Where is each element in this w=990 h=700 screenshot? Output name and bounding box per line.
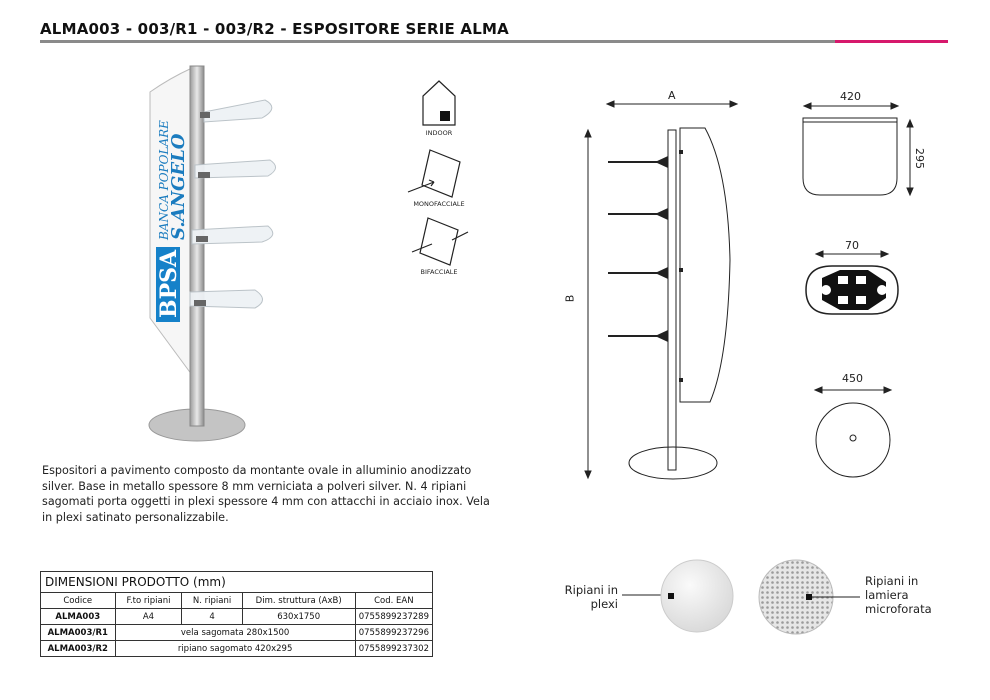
table-header: Dim. struttura (AxB) [242, 593, 355, 609]
finish-label-lamiera [865, 574, 932, 616]
brand-name: BANCA POPOLARE [157, 120, 171, 240]
photo-pole [190, 66, 204, 426]
indoor-icon [423, 81, 455, 125]
finish-label-plexi [562, 583, 618, 611]
dim-label-shelf-height: 295 [913, 148, 926, 169]
table-cell-merged: vela sagomata 280x1500 [115, 625, 355, 641]
table-cell: A4 [115, 609, 182, 625]
table-header: N. ripiani [182, 593, 242, 609]
table-cell-ean: 0755899237296 [355, 625, 432, 641]
dim-label-a: A [668, 89, 676, 102]
finish-label-plexi-line1: Ripiani in [564, 583, 618, 597]
shelf-plan-drawing [803, 103, 913, 195]
table-cell-code: ALMA003/R2 [41, 641, 116, 657]
profile-section-drawing [806, 251, 898, 314]
base-plan-drawing [815, 387, 891, 477]
table-cell-ean: 0755899237302 [355, 641, 432, 657]
finish-label-lamiera-line2: lamiera [865, 588, 909, 602]
table-cell-ean: 0755899237289 [355, 609, 432, 625]
table-row [41, 641, 433, 657]
table-cell-code: ALMA003 [41, 609, 116, 625]
product-photo [149, 66, 276, 441]
table-title: DIMENSIONI PRODOTTO (mm) [41, 572, 433, 593]
table-cell-code: ALMA003/R1 [41, 625, 116, 641]
finish-label-plexi-line2: plexi [590, 597, 618, 611]
table-cell: 630x1750 [242, 609, 355, 625]
dim-label-profile: 70 [845, 239, 859, 252]
icon-label-monofacciale: MONOFACCIALE [413, 200, 465, 208]
finish-lamiera-sample [759, 560, 860, 634]
icon-label-indoor: INDOOR [425, 129, 453, 137]
table-row [41, 625, 433, 641]
finish-label-lamiera-line1: Ripiani in [865, 574, 919, 588]
dimensions-table [40, 571, 433, 657]
elevation-drawing [585, 101, 737, 479]
page-title: ALMA003 - 003/R1 - 003/R2 - ESPOSITORE SERIE ALMA [40, 20, 509, 38]
dim-label-shelf-width: 420 [840, 90, 861, 103]
table-row [41, 609, 433, 625]
finish-label-lamiera-line3: microforata [865, 602, 932, 616]
icon-label-bifacciale: BIFACCIALE [420, 268, 458, 276]
table-header: F.to ripiani [115, 593, 182, 609]
bifacciale-icon [412, 218, 468, 265]
table-header: Codice [41, 593, 116, 609]
dim-label-b: B [563, 294, 577, 303]
bpsa-logo: BPSA [156, 249, 182, 318]
monofacciale-icon [408, 150, 460, 197]
finish-plexi-sample [622, 560, 733, 632]
table-cell-merged: ripiano sagomato 420x295 [115, 641, 355, 657]
product-description: Espositori a pavimento composto da montante ovale in alluminio anodizzato silver. Base in metallo spessore 8 mm verniciata a polveri silver. N. 4 ripiani sagomati porta oggetti in plexi spessore 4 mm con attacchi in acciaio inox. Vela in plexi satinato personalizzabile. [42, 464, 490, 524]
brand-sub: S.ANGELO [168, 133, 189, 240]
table-header-row [41, 593, 433, 609]
table-header: Cod. EAN [355, 593, 432, 609]
table-cell: 4 [182, 609, 242, 625]
photo-shelf [204, 100, 272, 122]
dim-label-base: 450 [842, 372, 863, 385]
